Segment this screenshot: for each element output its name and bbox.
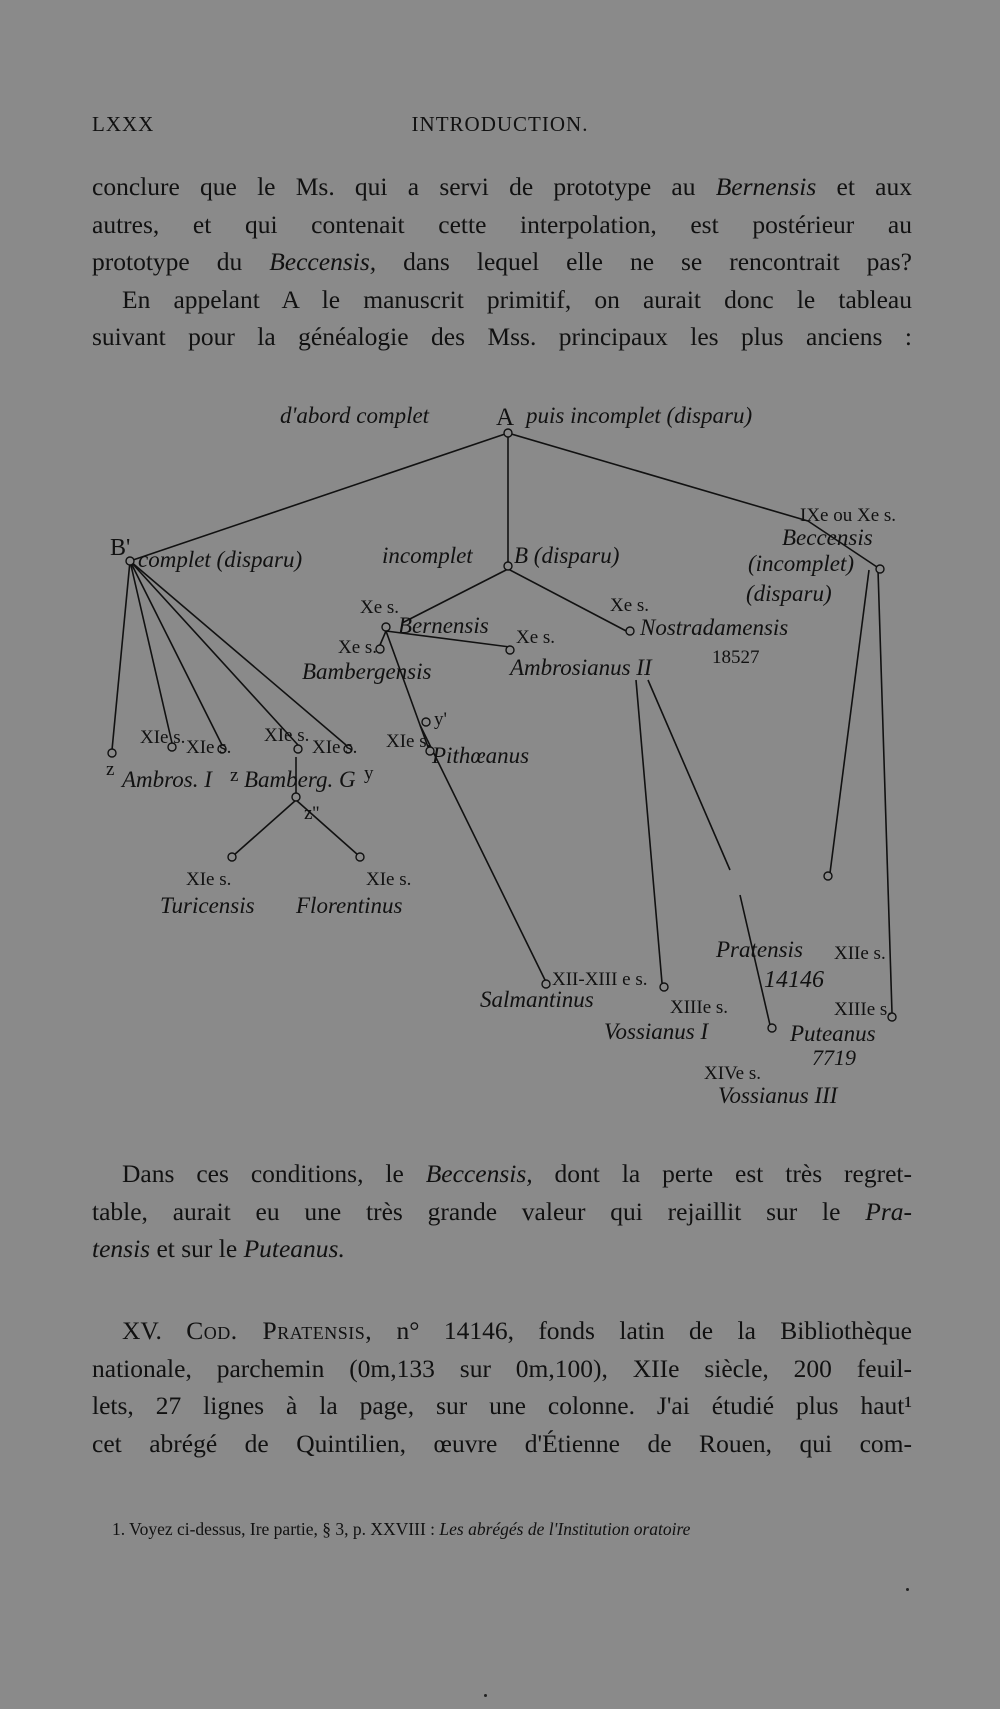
text-line: Dans ces conditions, le Beccensis, dont la perte est très regret- (122, 1159, 912, 1188)
manuscript-name: tensis (92, 1234, 151, 1263)
label-vossianus1: Vossianus I (604, 1019, 709, 1044)
label-z: z (106, 759, 115, 780)
label-z2: z (230, 765, 239, 786)
label-nostradamensis-number: 18527 (712, 647, 760, 668)
label-century: XIe s. (264, 725, 310, 746)
label-bernensis: Bernensis (398, 613, 489, 638)
section-heading: Cod. Pratensis, (186, 1316, 373, 1345)
label-century: XIe s. (312, 737, 358, 758)
label-y-prime: y' (434, 709, 447, 730)
label-archetype-a: A (496, 404, 515, 431)
text-line: prototype du Beccensis, dans lequel elle ne se rencontrait pas? (92, 247, 912, 276)
page-number: LXXX (92, 112, 155, 136)
text-line: nationale, parchemin (0m,133 sur 0m,100), XIIe siècle, 200 feuil- (92, 1353, 912, 1383)
label-y: y (364, 763, 374, 784)
text-line: lets, 27 lignes à la page, sur une colonne. J'ai étudié plus haut¹ (92, 1391, 912, 1420)
label-pithoeanus-century: XIe s. (386, 731, 432, 752)
label-puteanus-century: XIIIe s. (834, 999, 893, 1020)
label-bambergensis-century: Xe s. (338, 637, 378, 658)
label-pratensis: Pratensis (716, 937, 803, 962)
label-pratensis-number: 14146 (764, 967, 824, 993)
label-florentinus-century: XIe s. (366, 869, 412, 890)
label-b-prime: B' (110, 535, 131, 561)
manuscript-stemma-diagram (0, 395, 1000, 1125)
manuscript-name: Pra- (865, 1196, 912, 1226)
label-puteanus-number: 7719 (812, 1045, 856, 1070)
label-century: XIe s. (140, 727, 186, 748)
text-line: cet abrégé de Quintilien, œuvre d'Étienne de Rouen, qui com- (92, 1428, 912, 1458)
label-nostradamensis-century: Xe s. (610, 595, 650, 616)
paragraph-cod-pratensis (92, 1312, 912, 1462)
label-nostradamensis: Nostradamensis (640, 615, 789, 640)
label-beccensis-disparu: (disparu) (746, 581, 832, 606)
running-header (92, 112, 908, 142)
label-vossianus3-century: XIVe s. (704, 1063, 761, 1084)
text-line: XV. Cod. Pratensis, n° 14146, fonds latin de la Bibliothèque (122, 1316, 913, 1345)
label-ambrosianus2-century: Xe s. (516, 627, 556, 648)
label-z-double-prime: z'' (304, 803, 320, 824)
label-beccensis: Beccensis (782, 525, 873, 550)
label-bambergensis-g: Bamberg. G (244, 767, 356, 792)
label-beccensis-incomplet: (incomplet) (748, 551, 855, 576)
label-century: XIe s. (186, 737, 232, 758)
text-line: tensis et sur le Puteanus. (92, 1234, 345, 1263)
footnote: 1. Voyez ci-dessus, Ire partie, § 3, p. XXVIII : Les abrégés de l'Institution oratoire (112, 1519, 691, 1539)
running-title: INTRODUCTION. (411, 112, 589, 136)
text-line: table, aurait eu une très grande valeur qui rejaillit sur le Pra- (92, 1196, 912, 1226)
label-puteanus: Puteanus (790, 1021, 876, 1046)
manuscript-name: Bernensis (715, 172, 817, 201)
text-line: En appelant A le manuscrit primitif, on aurait donc le tableau (122, 284, 912, 314)
stemma-labels (106, 403, 896, 1108)
text-line: conclure que le Ms. qui a servi de prototype au Bernensis et aux (92, 172, 912, 201)
label-florentinus: Florentinus (296, 893, 403, 918)
manuscript-name: Beccensis, (269, 247, 377, 276)
text-line: suivant pour la généalogie des Mss. principaux les plus anciens : (92, 322, 912, 351)
footnote-title: Les abrégés de l'Institution oratoire (439, 1519, 691, 1539)
label-vossianus1-century: XIIIe s. (670, 997, 729, 1018)
page-speck (484, 1694, 487, 1697)
manuscript-name: Puteanus. (243, 1234, 345, 1263)
label-b-disparu: B (disparu) (514, 543, 620, 568)
label-bambergensis: Bambergensis (302, 659, 432, 684)
label-salmantinus: Salmantinus (480, 987, 594, 1012)
label-ambrosianus2: Ambrosianus II (510, 655, 652, 680)
label-salmantinus-century: XII-XIII e s. (552, 969, 648, 990)
label-turicensis-century: XIe s. (186, 869, 232, 890)
label-pratensis-century: XIIe s. (834, 943, 886, 964)
paragraph-conditions (92, 1155, 912, 1268)
label-bernensis-century: Xe s. (360, 597, 400, 618)
label-dabord-complet: d'abord complet (280, 403, 430, 428)
text-line: autres, et qui contenait cette interpolation, est postérieur au (92, 209, 912, 239)
label-b-prime-note: complet (disparu) (138, 547, 303, 572)
label-turicensis: Turicensis (160, 893, 255, 918)
label-beccensis-century: IXe ou Xe s. (800, 505, 897, 526)
manuscript-name: Beccensis, (425, 1159, 533, 1188)
label-vossianus3: Vossianus III (718, 1083, 838, 1108)
label-pithoeanus: Pithœanus (432, 743, 530, 768)
label-puis-incomplet: puis incomplet (disparu) (526, 403, 753, 428)
paragraph-intro (92, 168, 912, 356)
page-speck (906, 1588, 909, 1591)
label-b-incomplet: incomplet (382, 543, 473, 568)
label-ambrosianus1: Ambros. I (122, 767, 212, 792)
